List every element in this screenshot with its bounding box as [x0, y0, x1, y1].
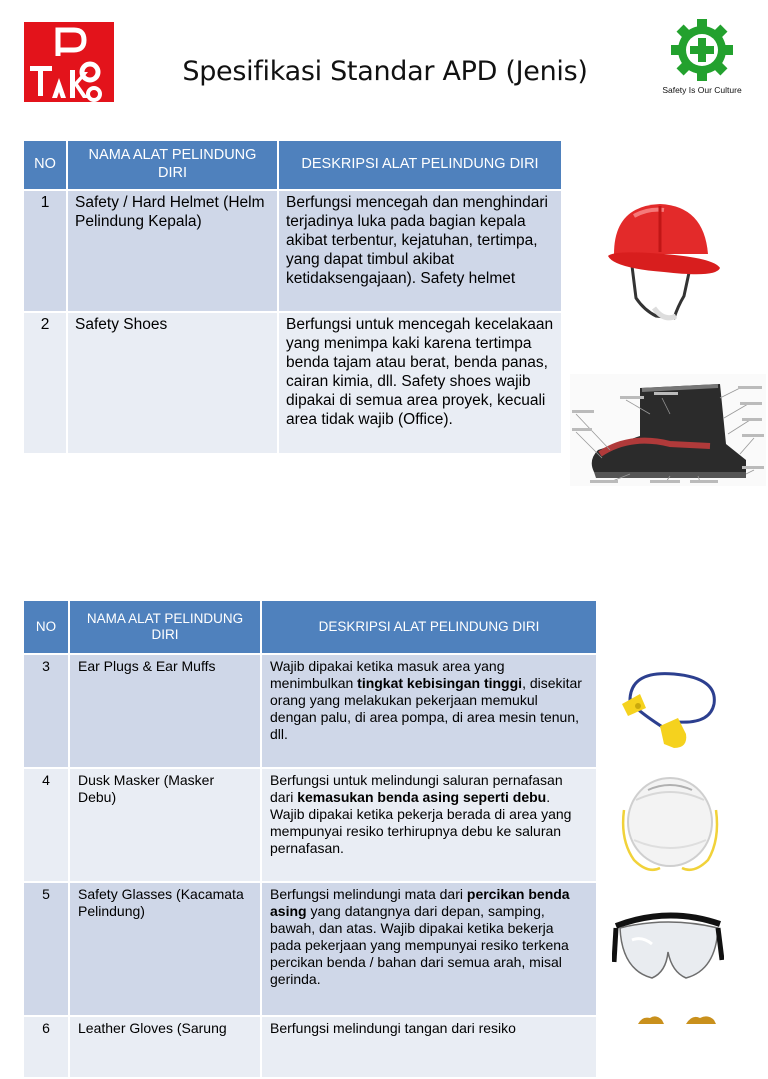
desc-emphasis: kemasukan benda asing seperti debu — [297, 789, 547, 806]
table-header-row — [24, 601, 596, 653]
row-number: 4 — [24, 769, 68, 881]
tapoko-logo-icon — [24, 22, 114, 102]
table-row — [24, 1017, 596, 1077]
col-header-name: NAMA ALAT PELINDUNG DIRI — [68, 141, 277, 189]
table-row — [24, 883, 596, 1015]
row-name: Dusk Masker (Masker Debu) — [70, 769, 260, 881]
desc-text: , disekitar orang yang melakukan pekerjaan memukul dengan palu, di area pompa, di area mesin tenun, dll. — [270, 675, 582, 743]
desc-text: yang datangnya dari depan, samping, bawah, dan atas. Wajib dipakai ketika bekerja pada pekerjaan yang mempunyai resiko terkena percikan benda / bahan dari semua arah, misal gerinda. — [270, 903, 569, 988]
col-header-desc: DESKRIPSI ALAT PELINDUNG DIRI — [279, 141, 561, 189]
row-number: 6 — [24, 1017, 68, 1077]
desc-emphasis: tingkat kebisingan tinggi — [357, 675, 523, 692]
col-header-no: NO — [24, 141, 66, 189]
row-description — [262, 769, 596, 881]
table-row — [24, 769, 596, 881]
red-hard-helmet-icon — [604, 198, 724, 324]
row-description: Berfungsi mencegah dan menghindari terjadinya luka pada bagian kepala akibat terbentur, kejatuhan, tertimpa, yang dapat timbul akibat ketidaksengajaan). Safety helmet — [279, 191, 561, 311]
leather-gloves-icon — [634, 1014, 724, 1024]
desc-text: . Wajib dipakai ketika pekerja berada di area yang mempunyai resiko terhirupnya debu ke saluran pernafasan. — [270, 789, 572, 857]
table-row — [24, 655, 596, 767]
row-name: Safety / Hard Helmet (Helm Pelindung Kepala) — [68, 191, 277, 311]
row-number: 1 — [24, 191, 66, 311]
desc-text: Berfungsi melindungi tangan dari resiko — [270, 1020, 516, 1036]
table-header-row — [24, 141, 561, 189]
row-number: 3 — [24, 655, 68, 767]
row-name: Safety Shoes — [68, 313, 277, 453]
row-number: 2 — [24, 313, 66, 453]
col-header-name: NAMA ALAT PELINDUNG DIRI — [70, 601, 260, 653]
desc-text: Wajib dipakai ketika masuk area yang menimbulkan — [270, 658, 505, 692]
row-description — [262, 1017, 596, 1077]
row-description: Berfungsi untuk mencegah kecelakaan yang menimpa kaki karena tertimpa benda tajam atau berat, benda panas, cairan kimia, dll. Safety shoes wajib dipakai di semua area proyek, kecuali area tidak wajib (Office). — [279, 313, 561, 453]
page-title: Spesifikasi Standar APD (Jenis) — [182, 56, 588, 87]
apd-table-2 — [22, 599, 598, 1079]
logo-tagline: Safety Is Our Culture — [662, 85, 742, 95]
desc-emphasis: percikan benda asing — [270, 886, 570, 920]
dust-mask-icon — [618, 770, 722, 876]
desc-text: Berfungsi untuk melindungi saluran pernafasan dari — [270, 772, 563, 806]
apd-table-1 — [22, 139, 563, 455]
table-row — [24, 313, 561, 453]
table-row — [24, 191, 561, 311]
company-logo — [24, 22, 114, 102]
row-name: Ear Plugs & Ear Muffs — [70, 655, 260, 767]
safety-glasses-icon — [612, 900, 724, 994]
row-number: 5 — [24, 883, 68, 1015]
row-name: Safety Glasses (Kacamata Pelindung) — [70, 883, 260, 1015]
safety-boot-diagram-icon — [570, 374, 766, 486]
desc-text: Berfungsi melindungi mata dari — [270, 886, 467, 902]
corded-earplugs-icon — [618, 664, 724, 754]
safety-logo — [640, 18, 768, 102]
col-header-no: NO — [24, 601, 68, 653]
col-header-desc: DESKRIPSI ALAT PELINDUNG DIRI — [262, 601, 596, 653]
safety-gear-cross-icon — [668, 18, 736, 82]
row-name: Leather Gloves (Sarung — [70, 1017, 260, 1077]
row-description — [262, 655, 596, 767]
row-description — [262, 883, 596, 1015]
